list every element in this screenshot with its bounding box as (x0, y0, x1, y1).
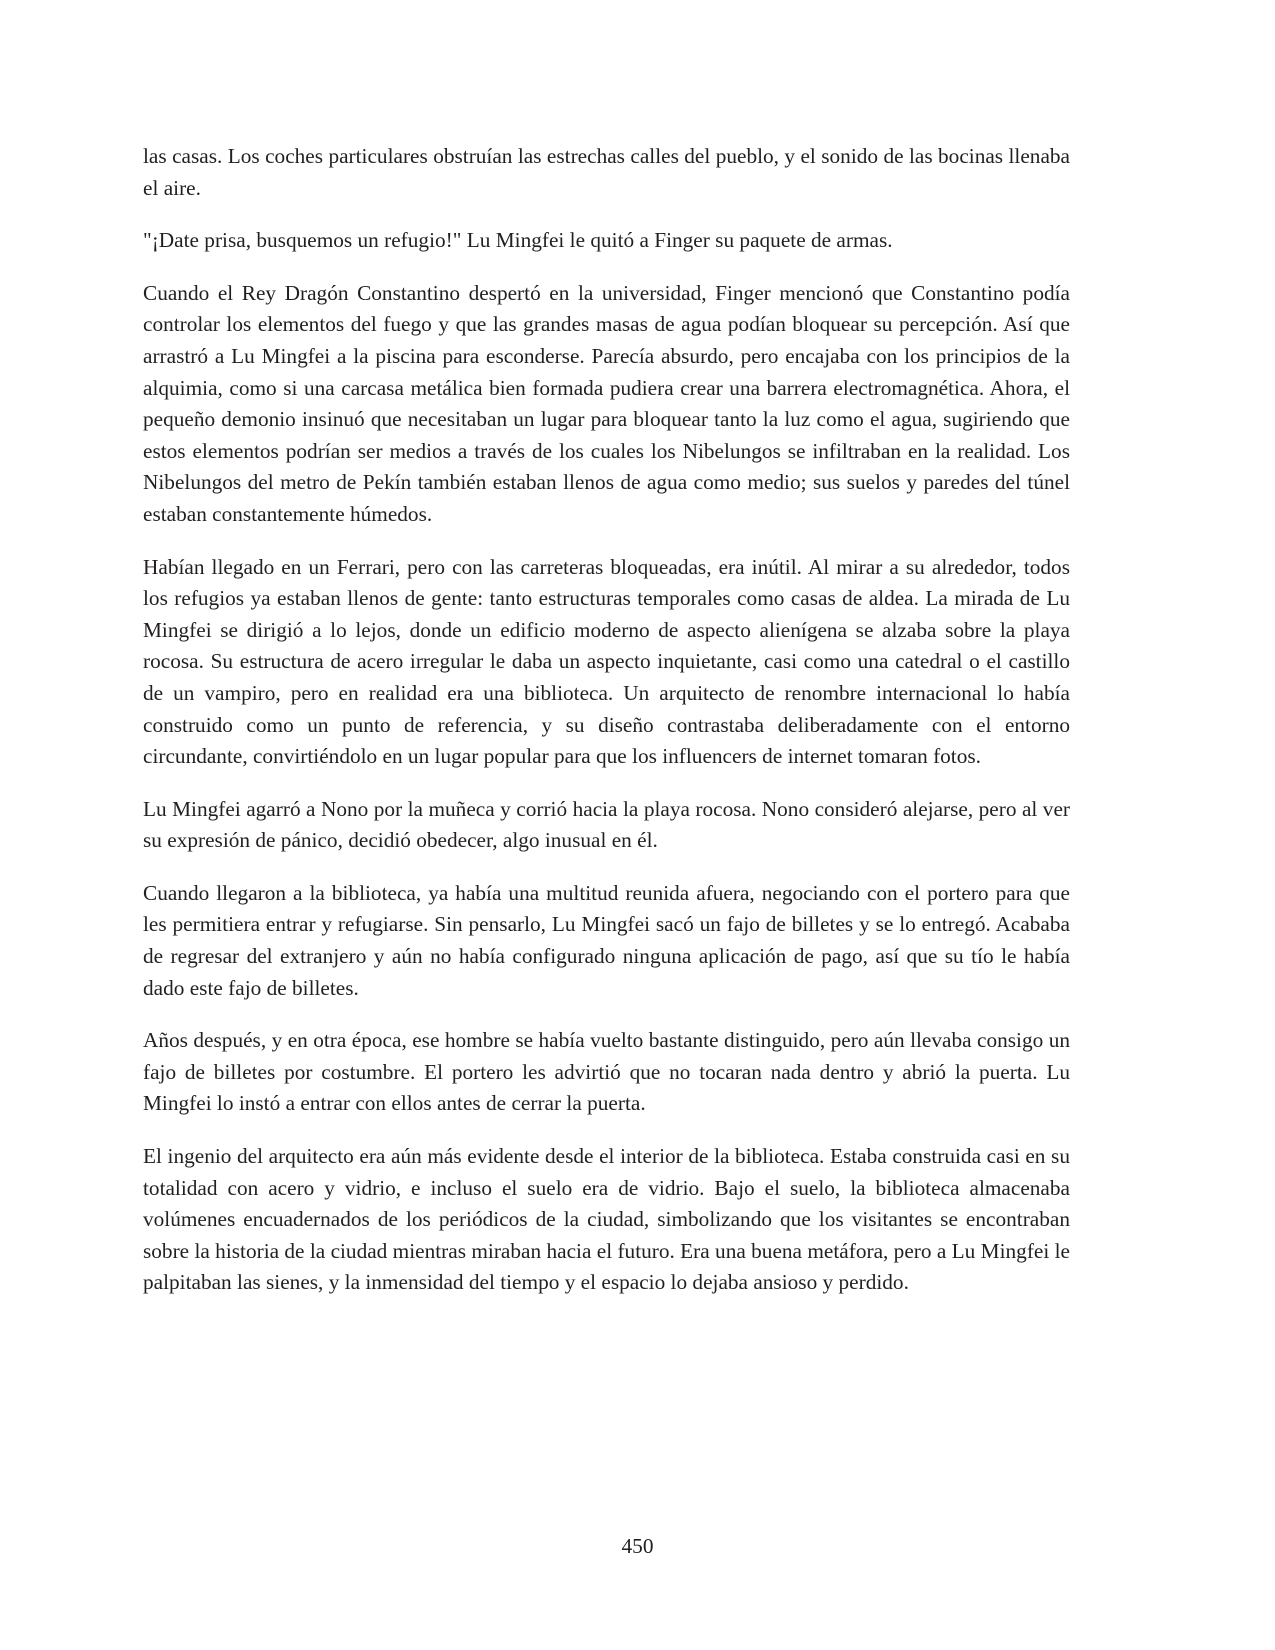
paragraph: El ingenio del arquitecto era aún más evidente desde el interior de la biblioteca. Estaba construida casi en su totalidad con acero y vidrio, e incluso el suelo era de vidrio. Bajo el suelo, la biblioteca almacenaba volúmenes encuadernados de los periódicos de la ciudad, simbolizando que los visitantes se encontraban sobre la historia de la ciudad mientras miraban hacia el futuro. Era una buena metáfora, pero a Lu Mingfei le palpitaban las sienes, y la inmensidad del tiempo y el espacio lo dejaba ansioso y perdido. (143, 1144, 1070, 1295)
paragraph: Lu Mingfei agarró a Nono por la muñeca y corrió hacia la playa rocosa. Nono consideró alejarse, pero al ver su expresión de pánico, decidió obedecer, algo inusual en él. (143, 796, 1070, 853)
paragraph: las casas. Los coches particulares obstruían las estrechas calles del pueblo, y el sonido de las bocinas llenaba el aire. (143, 144, 1070, 200)
page-number: 450 (621, 1534, 654, 1558)
paragraph: Cuando el Rey Dragón Constantino despertó en la universidad, Finger mencionó que Constantino podía controlar los elementos del fuego y que las grandes masas de agua podían bloquear su percepción. Así que arrastró a Lu Mingfei a la piscina para esconderse. Parecía absurdo, pero encajaba con los principios de la alquimia, como si una carcasa metálica bien formada pudiera crear una barrera electromagnética. Ahora, el pequeño demonio insinuó que necesitaban un lugar para bloquear tanto la luz como el agua, sugiriendo que estos elementos podrían ser medios a través de los cuales los Nibelungos se infiltraban en la realidad. Los Nibelungos del metro de Pekín también estaban llenos de agua como medio; sus suelos y paredes del túnel estaban constantemente húmedos. (143, 280, 1070, 526)
paragraph: Años después, y en otra época, ese hombre se había vuelto bastante distinguido, pero aún llevaba consigo un fajo de billetes por costumbre. El portero les advirtió que no tocaran nada dentro y abrió la puerta. Lu Mingfei lo instó a entrar con ellos antes de cerrar la puerta. (143, 1028, 1070, 1116)
paragraph: Cuando llegaron a la biblioteca, ya había una multitud reunida afuera, negociando con el portero para que les permitiera entrar y refugiarse. Sin pensarlo, Lu Mingfei sacó un fajo de billetes y se lo entregó. Acababa de regresar del extranjero y aún no había configurado ninguna aplicación de pago, así que su tío le había dado este fajo de billetes. (143, 880, 1070, 1000)
page-body (143, 141, 1070, 1320)
paragraph: "¡Date prisa, busquemos un refugio!" Lu Mingfei le quitó a Finger su paquete de armas. (143, 228, 893, 253)
paragraph: Habían llegado en un Ferrari, pero con las carreteras bloqueadas, era inútil. Al mirar a su alrededor, todos los refugios ya estaban llenos de gente: tanto estructuras temporales como casas de aldea. La mirada de Lu Mingfei se dirigió a lo lejos, donde un edificio moderno de aspecto alienígena se alzaba sobre la playa rocosa. Su estructura de acero irregular le daba un aspecto inquietante, casi como una catedral o el castillo de un vampiro, pero en realidad era una biblioteca. Un arquitecto de renombre internacional lo había construido como un punto de referencia, y su diseño contrastaba deliberadamente con el entorno circundante, convirtiéndolo en un lugar popular para que los influencers de internet tomaran fotos. (143, 554, 1070, 769)
